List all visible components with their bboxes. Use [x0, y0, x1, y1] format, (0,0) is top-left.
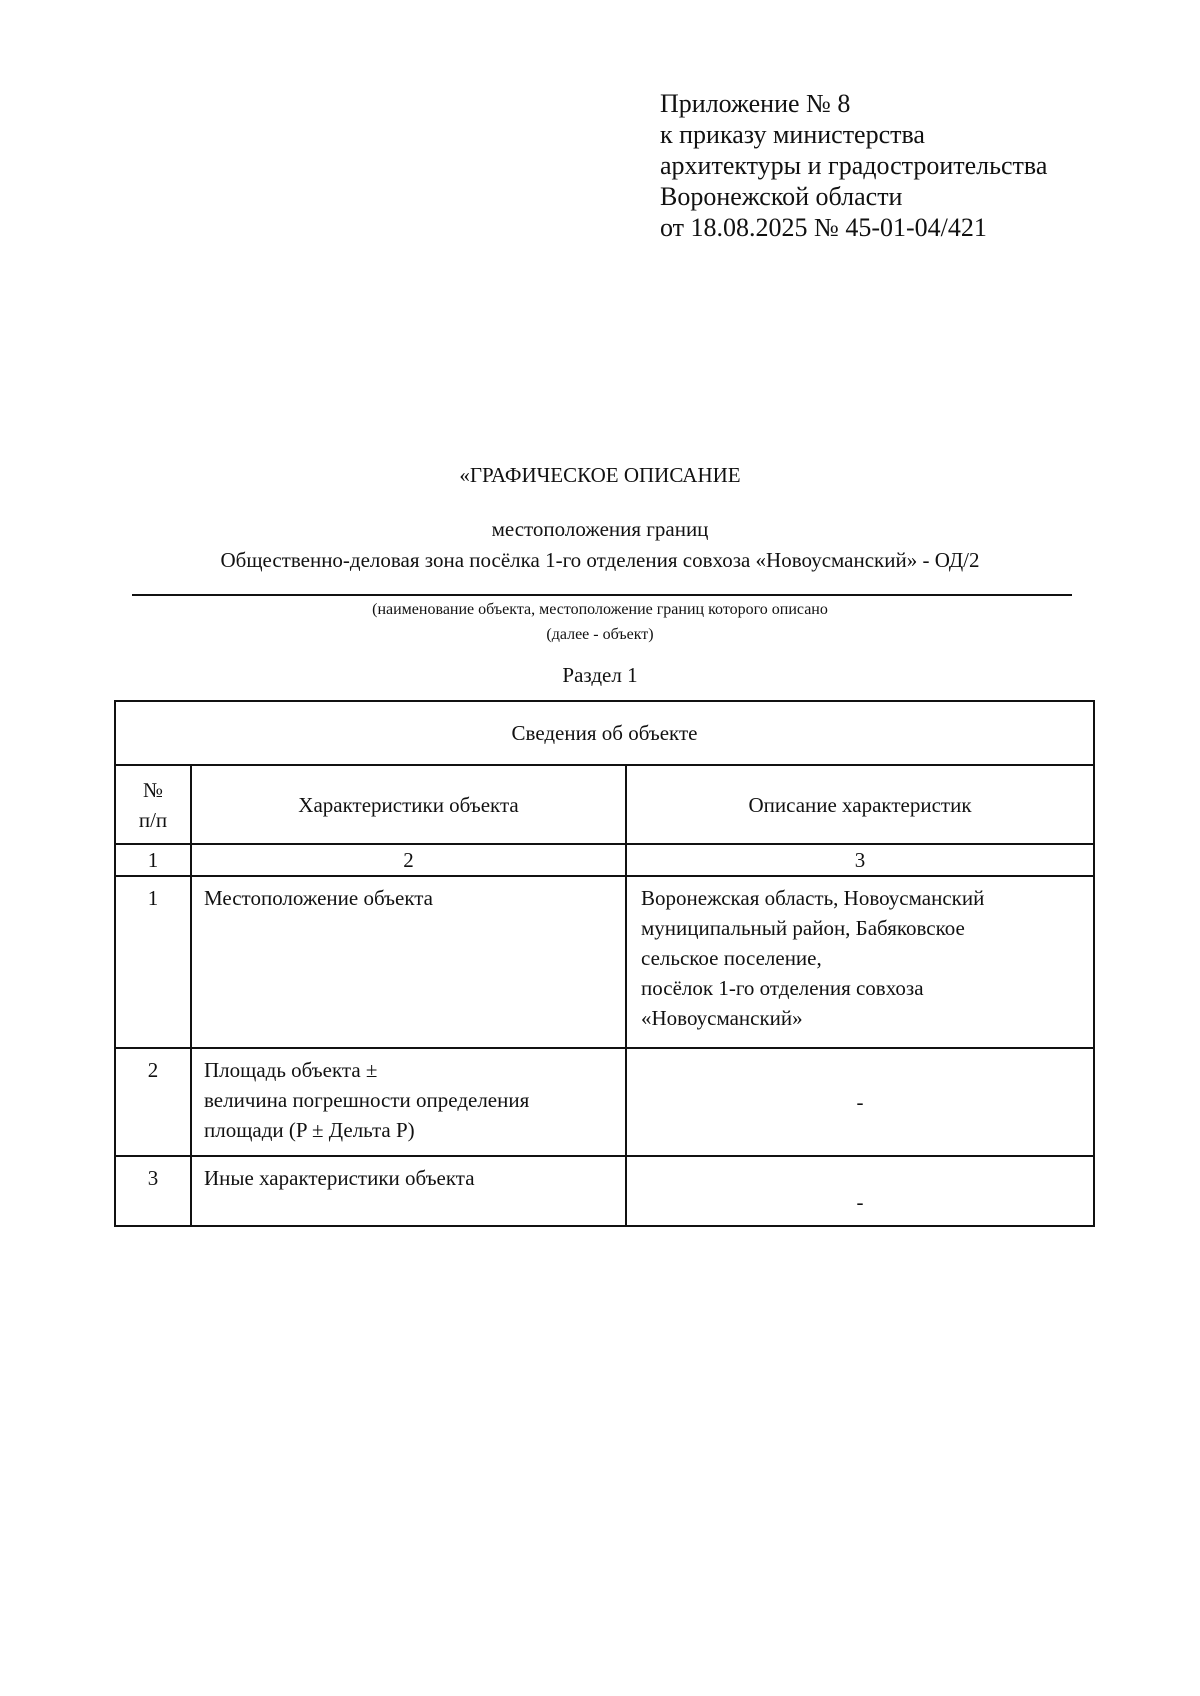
table-header-row [115, 701, 1094, 765]
column-header-number-line: № [142, 777, 164, 802]
cell-line: сельское поселение, [641, 946, 822, 970]
appendix-block [660, 88, 1160, 243]
table-header: Сведения об объекте [115, 701, 1094, 765]
cell-line: Местоположение объекта [204, 886, 434, 910]
table-row [115, 876, 1094, 1048]
row-description [626, 876, 1094, 1048]
cell-line: посёлок 1-го отделения совхоза [641, 976, 924, 1000]
document-subtitle: местоположения границ [491, 517, 709, 541]
column-headers-row [115, 765, 1094, 844]
row-characteristic [191, 1156, 626, 1226]
section-title: Раздел 1 [562, 663, 638, 687]
table-row [115, 1048, 1094, 1156]
appendix-line: Приложение № 8 [660, 89, 851, 118]
cell-line: Иные характеристики объекта [204, 1166, 475, 1190]
table-row [115, 1156, 1094, 1226]
row-characteristic [191, 1048, 626, 1156]
row-characteristic [191, 876, 626, 1048]
object-name-caption-note: (далее - объект) [546, 626, 654, 643]
cell-line: Воронежская область, Новоусманский [641, 886, 985, 910]
object-info-table [114, 700, 1095, 1227]
object-name: Общественно-деловая зона посёлка 1-го отделения совхоза «Новоусманский» - ОД/2 [220, 548, 980, 572]
column-header-description: Описание характеристик [626, 765, 1094, 844]
object-name-caption: (наименование объекта, местоположение границ которого описано [372, 601, 828, 618]
column-header-number [115, 765, 191, 844]
column-index: 3 [626, 844, 1094, 876]
appendix-line: от 18.08.2025 № 45-01-04/421 [660, 213, 987, 242]
appendix-line: к приказу министерства [660, 120, 925, 149]
column-index-row [115, 844, 1094, 876]
column-index: 1 [115, 844, 191, 876]
row-description: - [626, 1048, 1094, 1156]
row-description: - [626, 1156, 1094, 1226]
cell-line: Площадь объекта ± [204, 1058, 378, 1082]
cell-line: площади (P ± Дельта P) [204, 1118, 415, 1142]
column-header-characteristics: Характеристики объекта [191, 765, 626, 844]
row-number: 1 [115, 876, 191, 1048]
row-number: 2 [115, 1048, 191, 1156]
cell-line: величина погрешности определения [204, 1088, 530, 1112]
appendix-line: Воронежской области [660, 182, 903, 211]
column-header-number-line: п/п [138, 807, 168, 832]
column-index: 2 [191, 844, 626, 876]
appendix-line: архитектуры и градостроительства [660, 151, 1048, 180]
object-name-underline [132, 594, 1072, 596]
row-number: 3 [115, 1156, 191, 1226]
document-title: «ГРАФИЧЕСКОЕ ОПИСАНИЕ [459, 463, 741, 487]
cell-line: «Новоусманский» [641, 1006, 803, 1030]
cell-line: муниципальный район, Бабяковское [641, 916, 965, 940]
